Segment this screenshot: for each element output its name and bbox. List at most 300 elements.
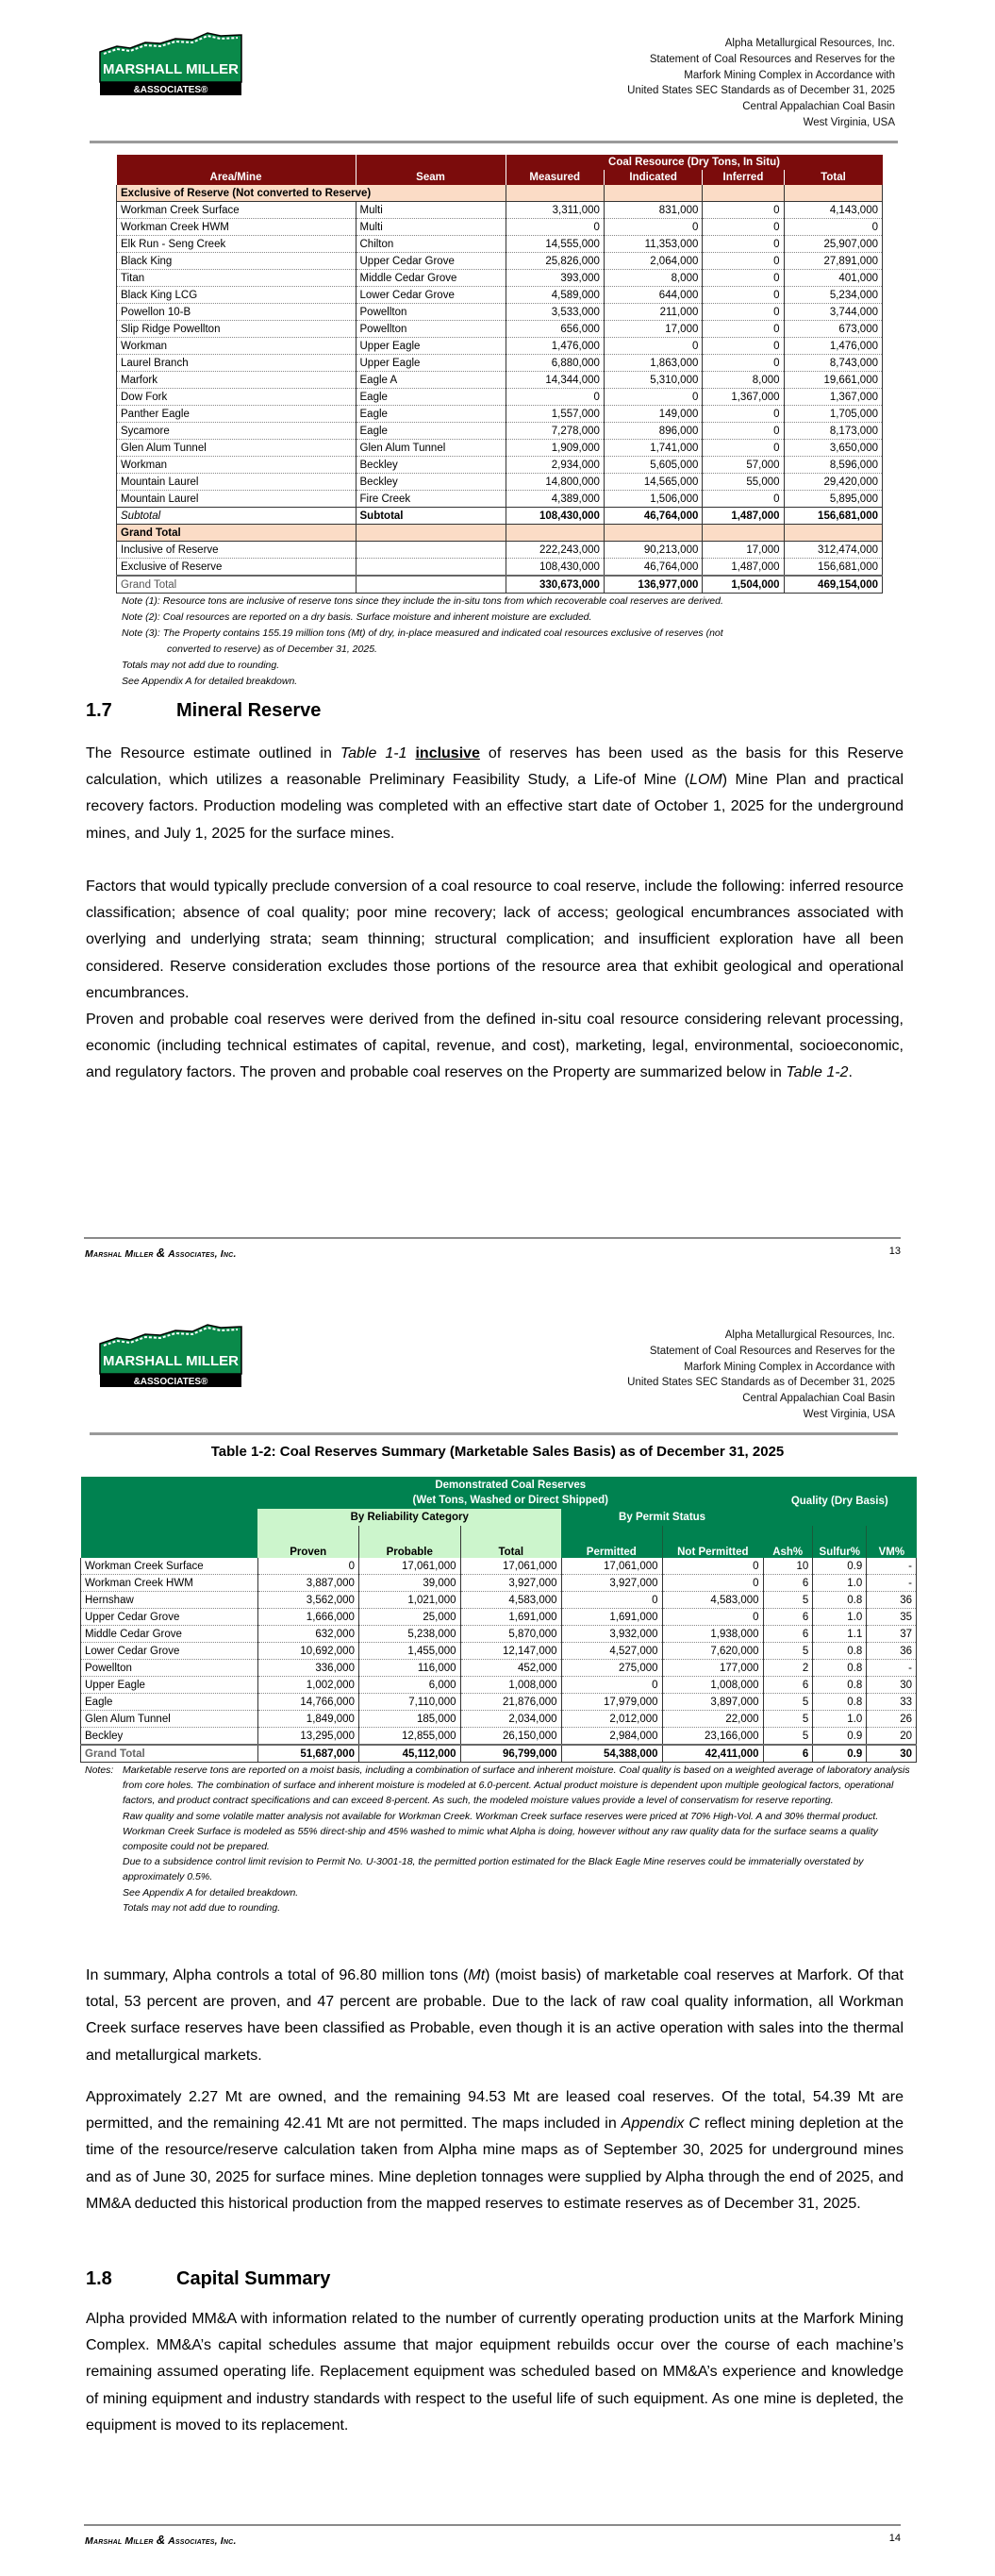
table-cell: Dow Fork bbox=[117, 389, 357, 406]
table-cell: 3,887,000 bbox=[257, 1575, 358, 1592]
table-cell: 0 bbox=[703, 423, 784, 440]
table-cell: 4,527,000 bbox=[561, 1643, 662, 1660]
table-cell: 156,681,000 bbox=[784, 508, 882, 525]
table-row bbox=[81, 1643, 917, 1660]
section-heading-1-8: 1.8 Capital Summary bbox=[86, 2268, 331, 2289]
table-cell: 0.8 bbox=[813, 1643, 867, 1660]
note-appendix: See Appendix A for detailed breakdown. bbox=[122, 676, 298, 687]
section-row-grand-total: Grand Total bbox=[117, 525, 883, 542]
table-cell: Beckley bbox=[356, 474, 506, 491]
table-cell: 0 bbox=[703, 491, 784, 508]
table-cell: 6 bbox=[763, 1609, 813, 1626]
table-row bbox=[117, 406, 883, 423]
table-cell: 3,533,000 bbox=[506, 304, 604, 321]
table-cell: 6,880,000 bbox=[506, 355, 604, 372]
table-cell: 8,000 bbox=[703, 372, 784, 389]
table-cell: 1,557,000 bbox=[506, 406, 604, 423]
table-row bbox=[117, 542, 883, 559]
table-cell: 3,897,000 bbox=[662, 1694, 763, 1711]
table-cell: 12,855,000 bbox=[358, 1728, 460, 1746]
table-cell: 14,344,000 bbox=[506, 372, 604, 389]
table-cell: Laurel Branch bbox=[117, 355, 357, 372]
table-cell: 39,000 bbox=[358, 1575, 460, 1592]
note-3: Note (3): The Property contains 155.19 million tons (Mt) of dry, in-place measured and indicated coal resources exclusive of reserves (not bbox=[122, 627, 723, 639]
table-cell: Eagle bbox=[81, 1694, 258, 1711]
section-row-exclusive: Exclusive of Reserve (Not converted to Reserve) bbox=[117, 185, 883, 202]
paragraph-capital-summary: Alpha provided MM&A with information related to the number of currently operating production units at the Marfork Mining Complex. MM&A’s capital schedules assume that major equipment rebuilds occur over the course of each machine’s remaining assumed operating life. Replacement equipment was scheduled based on MM&A’s experience and knowledge of mining equipment and industry standards with respect to the useful life of such equipment. As one mine is depleted, the equipment is moved to its replacement. bbox=[86, 2311, 904, 2434]
table-cell: 6 bbox=[763, 1575, 813, 1592]
table-cell: 1,666,000 bbox=[257, 1609, 358, 1626]
table-cell: 14,800,000 bbox=[506, 474, 604, 491]
table-cell: 0 bbox=[662, 1609, 763, 1626]
table-cell: 19,661,000 bbox=[784, 372, 882, 389]
table-cell: Slip Ridge Powellton bbox=[117, 321, 357, 338]
note-3-continued: converted to reserve) as of December 31, 2025. bbox=[167, 644, 377, 655]
table-cell: Eagle bbox=[356, 389, 506, 406]
table-cell: 17,061,000 bbox=[561, 1558, 662, 1575]
table-cell: 8,173,000 bbox=[784, 423, 882, 440]
table-cell: Workman bbox=[117, 457, 357, 474]
table-cell: 36 bbox=[867, 1643, 917, 1660]
table-cell: 108,430,000 bbox=[506, 559, 604, 577]
table-cell: 1,909,000 bbox=[506, 440, 604, 457]
table-cell: 5 bbox=[763, 1694, 813, 1711]
table-cell: 831,000 bbox=[604, 202, 702, 219]
table-cell: 0 bbox=[703, 406, 784, 423]
table-cell: 2,064,000 bbox=[604, 253, 702, 270]
col-header-total: Total bbox=[784, 170, 882, 185]
table-cell: 96,799,000 bbox=[460, 1745, 561, 1763]
col-header-permitted: Permitted bbox=[561, 1526, 662, 1558]
table-cell: 26,150,000 bbox=[460, 1728, 561, 1746]
table-row bbox=[117, 321, 883, 338]
table-cell: 1,008,000 bbox=[662, 1677, 763, 1694]
table-row bbox=[117, 338, 883, 355]
header-line: Alpha Metallurgical Resources, Inc. bbox=[724, 38, 895, 49]
section-heading-1-7: 1.7 Mineral Reserve bbox=[86, 700, 322, 721]
marshall-miller-logo-icon bbox=[98, 31, 243, 97]
table-cell: - bbox=[867, 1660, 917, 1677]
subheader-by-reliability: By Reliability Category bbox=[257, 1509, 561, 1526]
table-cell: 6,000 bbox=[358, 1677, 460, 1694]
note-1: Note (1): Resource tons are inclusive of reserve tons since they include the in-situ tons from which recoverable coal reserves are derived. bbox=[122, 595, 723, 607]
paragraph-proven-probable: Proven and probable coal reserves were derived from the defined in-situ coal resource considering relevant processing, economic (including technical estimates of capital, revenue, and cost), marketing, legal, environmental, socioeconomic, and regulatory factors. The proven and probable coal reserves on the Property are summarized below in Table 1-2. bbox=[86, 1012, 904, 1081]
col-header-ash: Ash% bbox=[763, 1526, 813, 1558]
table-cell: 0 bbox=[703, 440, 784, 457]
note-rounding: Totals may not add due to rounding. bbox=[123, 1901, 281, 1914]
table-cell: 0 bbox=[703, 287, 784, 304]
table-cell: Subtotal bbox=[117, 508, 357, 525]
table-cell: 12,147,000 bbox=[460, 1643, 561, 1660]
paragraph-ownership-permits: Approximately 2.27 Mt are owned, and the remaining 94.53 Mt are leased coal reserves. Of the total, 54.39 Mt are permitted, and the remaining 42.41 Mt are not permitted. The maps included in Appendix C reflect mining depletion at the time of the resource/reserve calculation taken from Alpha mine maps as of September 30, 2025 for underground mines and as of June 30, 2025 for surface mines. Mine depletion tonnages were supplied by Alpha through the end of 2025, and MM&A deducted this historical production from the mapped reserves to estimate reserves as of December 31, 2025. bbox=[86, 2089, 904, 2212]
note-moisture: Marketable reserve tons are reported on a moist basis, including a combination of surface and inherent moisture. Coal quality is based on a weighted average of laboratory analysis from core holes. The combination of surface and inherent moisture is modeled at 6.0-percent. Actual product moisture is dependent upon multiple geological factors, operational factors, and product contract specifications and can exceed 8-percent. As such, the modeled moisture values provide a level of conservatism for reserve reporting. bbox=[123, 1765, 910, 1807]
table-cell: 17,000 bbox=[703, 542, 784, 559]
table-cell: 0 bbox=[604, 338, 702, 355]
table-row bbox=[81, 1711, 917, 1728]
table-cell: Glen Alum Tunnel bbox=[81, 1711, 258, 1728]
coal-reserves-table bbox=[80, 1477, 917, 1763]
table-cell: 0 bbox=[784, 219, 882, 236]
table-cell: 4,583,000 bbox=[460, 1592, 561, 1609]
table-cell: 1.0 bbox=[813, 1609, 867, 1626]
table-cell: 2,012,000 bbox=[561, 1711, 662, 1728]
table-cell: 5,238,000 bbox=[358, 1626, 460, 1643]
table-cell: 0 bbox=[257, 1558, 358, 1575]
table-row bbox=[81, 1660, 917, 1677]
table-cell: 14,565,000 bbox=[604, 474, 702, 491]
table-cell: 13,295,000 bbox=[257, 1728, 358, 1746]
table-cell: 14,555,000 bbox=[506, 236, 604, 253]
table-cell: 3,927,000 bbox=[460, 1575, 561, 1592]
table-cell: Sycamore bbox=[117, 423, 357, 440]
page-number: 13 bbox=[888, 1246, 901, 1257]
table-cell: 1,487,000 bbox=[703, 559, 784, 577]
table-cell: 211,000 bbox=[604, 304, 702, 321]
table-cell: 0 bbox=[662, 1575, 763, 1592]
table-cell bbox=[356, 542, 506, 559]
table-cell: Powellton bbox=[81, 1660, 258, 1677]
table-cell: 1.0 bbox=[813, 1575, 867, 1592]
table-cell: 330,673,000 bbox=[506, 576, 604, 594]
table-cell: 14,766,000 bbox=[257, 1694, 358, 1711]
table-cell: Upper Eagle bbox=[356, 338, 506, 355]
table-cell: 6 bbox=[763, 1626, 813, 1643]
table-row bbox=[117, 202, 883, 219]
col-header-sulfur: Sulfur% bbox=[813, 1526, 867, 1558]
table-cell: 5,310,000 bbox=[604, 372, 702, 389]
table-cell: 11,353,000 bbox=[604, 236, 702, 253]
table-cell: 3,932,000 bbox=[561, 1626, 662, 1643]
table-cell: Upper Eagle bbox=[81, 1677, 258, 1694]
table-cell: 45,112,000 bbox=[358, 1745, 460, 1763]
table-cell: Workman bbox=[117, 338, 357, 355]
table-cell: Grand Total bbox=[117, 576, 357, 594]
table-cell: 1.1 bbox=[813, 1626, 867, 1643]
table-cell: Lower Cedar Grove bbox=[81, 1643, 258, 1660]
table-row bbox=[117, 474, 883, 491]
paragraph-preclusion-factors: Factors that would typically preclude conversion of a coal resource to coal reserve, include the following: inferred resource classification; absence of coal quality; poor mine recovery; lack of access; geological encumbrances associated with overlying and underlying strata; seam thinning; structural complication; and insufficient exploration have all been considered. Reserve consideration excludes those portions of the resource area that exhibit geological and operational encumbrances. bbox=[86, 878, 904, 1001]
table-cell: Lower Cedar Grove bbox=[356, 287, 506, 304]
table-row bbox=[117, 304, 883, 321]
table-cell: 0 bbox=[703, 321, 784, 338]
footer-divider bbox=[84, 2524, 901, 2526]
table-cell: 0.8 bbox=[813, 1694, 867, 1711]
table-cell: 7,278,000 bbox=[506, 423, 604, 440]
svg-text:&ASSOCIATES®: &ASSOCIATES® bbox=[133, 1377, 208, 1387]
table-cell: 5 bbox=[763, 1728, 813, 1746]
marshall-miller-logo-icon bbox=[98, 1323, 243, 1389]
paragraph-reserve-basis: The Resource estimate outlined in Table 1-1 inclusive of reserves has been used as the basis for this Reserve calculation, which utilizes a reasonable Preliminary Feasibility Study, a Life-of Mine (LOM) Mine Plan and practical recovery factors. Production modeling was completed with an effective start date of October 1, 2025 for the underground mines, and July 1, 2025 for the surface mines. bbox=[86, 745, 904, 842]
table-cell: 0 bbox=[561, 1677, 662, 1694]
table-cell: 656,000 bbox=[506, 321, 604, 338]
table-cell: 2,934,000 bbox=[506, 457, 604, 474]
table-cell: Upper Cedar Grove bbox=[81, 1609, 258, 1626]
table-row bbox=[117, 423, 883, 440]
table-cell: Exclusive of Reserve bbox=[117, 559, 357, 577]
table-cell: 17,061,000 bbox=[460, 1558, 561, 1575]
table-cell: 469,154,000 bbox=[784, 576, 882, 594]
table-cell: Workman Creek Surface bbox=[117, 202, 357, 219]
table-cell: 4,143,000 bbox=[784, 202, 882, 219]
table-cell: Powellton bbox=[356, 304, 506, 321]
table-cell: 55,000 bbox=[703, 474, 784, 491]
table-cell: Black King bbox=[117, 253, 357, 270]
table-cell: 5 bbox=[763, 1643, 813, 1660]
note-subsidence-permit: Due to a subsidence control limit revision to Permit No. U-3001-18, the permitted portion estimated for the Black Eagle Mine reserves could be immaterially overstated by approximately 0.5%. bbox=[123, 1856, 864, 1883]
table-cell: 7,110,000 bbox=[358, 1694, 460, 1711]
table-cell: 17,000 bbox=[604, 321, 702, 338]
table-cell: 1,455,000 bbox=[358, 1643, 460, 1660]
table-row bbox=[81, 1609, 917, 1626]
footer-company: Marshal Miller & Associates, Inc. bbox=[85, 2533, 237, 2547]
table-cell: 108,430,000 bbox=[506, 508, 604, 525]
table-cell: Panther Eagle bbox=[117, 406, 357, 423]
table-cell: Multi bbox=[356, 219, 506, 236]
table-cell: Chilton bbox=[356, 236, 506, 253]
table-cell: 0.8 bbox=[813, 1592, 867, 1609]
table-cell: 0 bbox=[506, 219, 604, 236]
svg-text:MARSHALL MILLER: MARSHALL MILLER bbox=[103, 61, 239, 77]
table-cell: 6 bbox=[763, 1745, 813, 1763]
notes-lead: Notes: bbox=[85, 1765, 114, 1776]
table-cell: 0 bbox=[703, 219, 784, 236]
table-cell: 2,984,000 bbox=[561, 1728, 662, 1746]
table-cell: 0 bbox=[703, 270, 784, 287]
table-row bbox=[117, 253, 883, 270]
table-cell: 1,938,000 bbox=[662, 1626, 763, 1643]
table-cell: 25,000 bbox=[358, 1609, 460, 1626]
table-cell: 46,764,000 bbox=[604, 508, 702, 525]
table-cell: Glen Alum Tunnel bbox=[117, 440, 357, 457]
table-cell: 42,411,000 bbox=[662, 1745, 763, 1763]
table-row bbox=[117, 372, 883, 389]
table-cell: Middle Cedar Grove bbox=[356, 270, 506, 287]
table-cell: 1,367,000 bbox=[784, 389, 882, 406]
table-cell bbox=[356, 576, 506, 594]
table-cell: 20 bbox=[867, 1728, 917, 1746]
table-cell: Middle Cedar Grove bbox=[81, 1626, 258, 1643]
table-cell: 0 bbox=[662, 1558, 763, 1575]
table-cell: 90,213,000 bbox=[604, 542, 702, 559]
table-cell: 149,000 bbox=[604, 406, 702, 423]
table-cell: Grand Total bbox=[81, 1745, 258, 1763]
group-header-demonstrated-reserves: Demonstrated Coal Reserves (Wet Tons, Washed or Direct Shipped) bbox=[257, 1477, 763, 1509]
table-cell: Eagle A bbox=[356, 372, 506, 389]
header-line: Marfork Mining Complex in Accordance with bbox=[684, 1361, 895, 1373]
col-header-indicated: Indicated bbox=[604, 170, 702, 185]
table-cell: 1,849,000 bbox=[257, 1711, 358, 1728]
table-cell: 0 bbox=[604, 219, 702, 236]
table-cell: Black King LCG bbox=[117, 287, 357, 304]
table-row bbox=[117, 219, 883, 236]
table-cell: 0.9 bbox=[813, 1745, 867, 1763]
table-cell: 1,691,000 bbox=[460, 1609, 561, 1626]
table-cell: Mountain Laurel bbox=[117, 474, 357, 491]
table-cell: 401,000 bbox=[784, 270, 882, 287]
table-cell: 0 bbox=[561, 1592, 662, 1609]
table-cell: 1.0 bbox=[813, 1711, 867, 1728]
header-divider bbox=[90, 1432, 898, 1435]
table-cell: 2 bbox=[763, 1660, 813, 1677]
table-cell: 3,311,000 bbox=[506, 202, 604, 219]
subheader-by-permit: By Permit Status bbox=[561, 1509, 763, 1526]
table-cell: 10 bbox=[763, 1558, 813, 1575]
table-cell: Inclusive of Reserve bbox=[117, 542, 357, 559]
table-cell: Upper Eagle bbox=[356, 355, 506, 372]
table-cell: 30 bbox=[867, 1745, 917, 1763]
table-cell: 0.9 bbox=[813, 1728, 867, 1746]
table-cell: 673,000 bbox=[784, 321, 882, 338]
table-cell: 5,870,000 bbox=[460, 1626, 561, 1643]
table-cell: 1,008,000 bbox=[460, 1677, 561, 1694]
table-cell: 275,000 bbox=[561, 1660, 662, 1677]
note-workman-quality: Raw quality and some volatile matter analysis not available for Workman Creek. Workman Creek surface reserves were priced at 70% High-Vol. A and 30% thermal product. bbox=[123, 1810, 879, 1822]
table-cell: Marfork bbox=[117, 372, 357, 389]
col-header-measured: Measured bbox=[506, 170, 604, 185]
table-cell: 3,744,000 bbox=[784, 304, 882, 321]
table-cell: 0 bbox=[604, 389, 702, 406]
table-row bbox=[117, 457, 883, 474]
document-header bbox=[627, 36, 895, 131]
table-cell: 0 bbox=[506, 389, 604, 406]
table-cell: 22,000 bbox=[662, 1711, 763, 1728]
table-row bbox=[81, 1677, 917, 1694]
table-cell: 30 bbox=[867, 1677, 917, 1694]
table-cell: 1,705,000 bbox=[784, 406, 882, 423]
col-header-probable: Probable bbox=[358, 1526, 460, 1558]
col-header-proven: Proven bbox=[257, 1526, 358, 1558]
table-cell: Upper Cedar Grove bbox=[356, 253, 506, 270]
table-row bbox=[117, 559, 883, 577]
table-cell: 29,420,000 bbox=[784, 474, 882, 491]
table-cell: 896,000 bbox=[604, 423, 702, 440]
note-2: Note (2): Coal resources are reported on a dry basis. Surface moisture and inherent moisture are excluded. bbox=[122, 611, 592, 623]
table-cell: 5,605,000 bbox=[604, 457, 702, 474]
table-cell: 312,474,000 bbox=[784, 542, 882, 559]
table-cell: Beckley bbox=[81, 1728, 258, 1746]
table-cell: 632,000 bbox=[257, 1626, 358, 1643]
table-row bbox=[117, 491, 883, 508]
table-cell: 26 bbox=[867, 1711, 917, 1728]
table-cell: 17,979,000 bbox=[561, 1694, 662, 1711]
header-line: Central Appalachian Coal Basin bbox=[742, 101, 895, 113]
table-cell: 27,891,000 bbox=[784, 253, 882, 270]
table-cell: 0 bbox=[703, 304, 784, 321]
table-cell: 2,034,000 bbox=[460, 1711, 561, 1728]
table-cell: 36 bbox=[867, 1592, 917, 1609]
table-cell: 1,487,000 bbox=[703, 508, 784, 525]
table-cell: 0.8 bbox=[813, 1677, 867, 1694]
table-cell: 185,000 bbox=[358, 1711, 460, 1728]
table-cell: 0 bbox=[703, 202, 784, 219]
table2-caption: Table 1-2: Coal Reserves Summary (Marketable Sales Basis) as of December 31, 2025 bbox=[210, 1444, 785, 1460]
table-cell: Workman Creek HWM bbox=[81, 1575, 258, 1592]
col-header-area-mine: Area/Mine bbox=[117, 170, 357, 185]
table-cell: Eagle bbox=[356, 423, 506, 440]
table-cell: 37 bbox=[867, 1626, 917, 1643]
table-row bbox=[81, 1626, 917, 1643]
col-header-vm: VM% bbox=[867, 1526, 917, 1558]
table-cell: 1,691,000 bbox=[561, 1609, 662, 1626]
table-cell: 0 bbox=[703, 236, 784, 253]
table-row bbox=[81, 1694, 917, 1711]
table-cell: 35 bbox=[867, 1609, 917, 1626]
header-line: Alpha Metallurgical Resources, Inc. bbox=[724, 1330, 895, 1341]
table-cell: Beckley bbox=[356, 457, 506, 474]
table-row bbox=[117, 270, 883, 287]
table-cell: 0 bbox=[703, 355, 784, 372]
table-row bbox=[81, 1592, 917, 1609]
header-line: Statement of Coal Resources and Reserves for the bbox=[649, 1345, 895, 1357]
table-cell: 393,000 bbox=[506, 270, 604, 287]
table-cell: 21,876,000 bbox=[460, 1694, 561, 1711]
table-cell: Elk Run - Seng Creek bbox=[117, 236, 357, 253]
table-cell: 336,000 bbox=[257, 1660, 358, 1677]
table-cell: 1,506,000 bbox=[604, 491, 702, 508]
table-cell: 7,620,000 bbox=[662, 1643, 763, 1660]
header-line: West Virginia, USA bbox=[803, 116, 895, 128]
table-cell: 4,389,000 bbox=[506, 491, 604, 508]
table-cell: 452,000 bbox=[460, 1660, 561, 1677]
table-row bbox=[81, 1745, 917, 1763]
svg-text:&ASSOCIATES®: &ASSOCIATES® bbox=[133, 85, 208, 95]
table-cell: Titan bbox=[117, 270, 357, 287]
table-cell: 1,863,000 bbox=[604, 355, 702, 372]
table-cell: Fire Creek bbox=[356, 491, 506, 508]
table2-notes bbox=[85, 1763, 915, 1915]
table-cell: 8,596,000 bbox=[784, 457, 882, 474]
table-row bbox=[117, 440, 883, 457]
table-cell: 54,388,000 bbox=[561, 1745, 662, 1763]
table-cell: Mountain Laurel bbox=[117, 491, 357, 508]
paragraph-summary: In summary, Alpha controls a total of 96.80 million tons (Mt) (moist basis) of marketable coal reserves at Marfork. Of that total, 53 percent are proven, and 47 percent are probable. Due to the lack of raw coal quality information, all Workman Creek surface reserves have been classified as Probable, even though it is an active operation with sales into the thermal and metallurgical markets. bbox=[86, 1967, 904, 2064]
header-line: West Virginia, USA bbox=[803, 1408, 895, 1420]
footer-divider bbox=[84, 1237, 901, 1239]
table-cell: 0 bbox=[703, 253, 784, 270]
col-header-not-permitted: Not Permitted bbox=[662, 1526, 763, 1558]
table-cell: 1,476,000 bbox=[784, 338, 882, 355]
table-cell: 3,562,000 bbox=[257, 1592, 358, 1609]
note-rounding: Totals may not add due to rounding. bbox=[122, 660, 280, 671]
table-cell: 1,021,000 bbox=[358, 1592, 460, 1609]
table-cell: 136,977,000 bbox=[604, 576, 702, 594]
col-header-inferred: Inferred bbox=[703, 170, 784, 185]
table-cell: 46,764,000 bbox=[604, 559, 702, 577]
table-cell: 4,583,000 bbox=[662, 1592, 763, 1609]
footer-company: Marshal Miller & Associates, Inc. bbox=[85, 1246, 237, 1260]
table-cell: 25,826,000 bbox=[506, 253, 604, 270]
table-cell: 156,681,000 bbox=[784, 559, 882, 577]
table-cell: 1,741,000 bbox=[604, 440, 702, 457]
table-cell: Hernshaw bbox=[81, 1592, 258, 1609]
table-cell: 5,895,000 bbox=[784, 491, 882, 508]
col-header-total: Total bbox=[460, 1526, 561, 1558]
table-cell: 33 bbox=[867, 1694, 917, 1711]
col-header-seam: Seam bbox=[356, 170, 506, 185]
table-row bbox=[117, 508, 883, 525]
page-14 bbox=[0, 1288, 995, 2576]
table-row bbox=[117, 236, 883, 253]
table-cell: 51,687,000 bbox=[257, 1745, 358, 1763]
table-cell: - bbox=[867, 1575, 917, 1592]
table-cell: 177,000 bbox=[662, 1660, 763, 1677]
header-divider bbox=[90, 141, 898, 143]
table-cell: 23,166,000 bbox=[662, 1728, 763, 1746]
table-cell: 1,504,000 bbox=[703, 576, 784, 594]
table-cell: Powellton bbox=[356, 321, 506, 338]
header-line: Statement of Coal Resources and Reserves for the bbox=[649, 53, 895, 65]
table-cell: 57,000 bbox=[703, 457, 784, 474]
